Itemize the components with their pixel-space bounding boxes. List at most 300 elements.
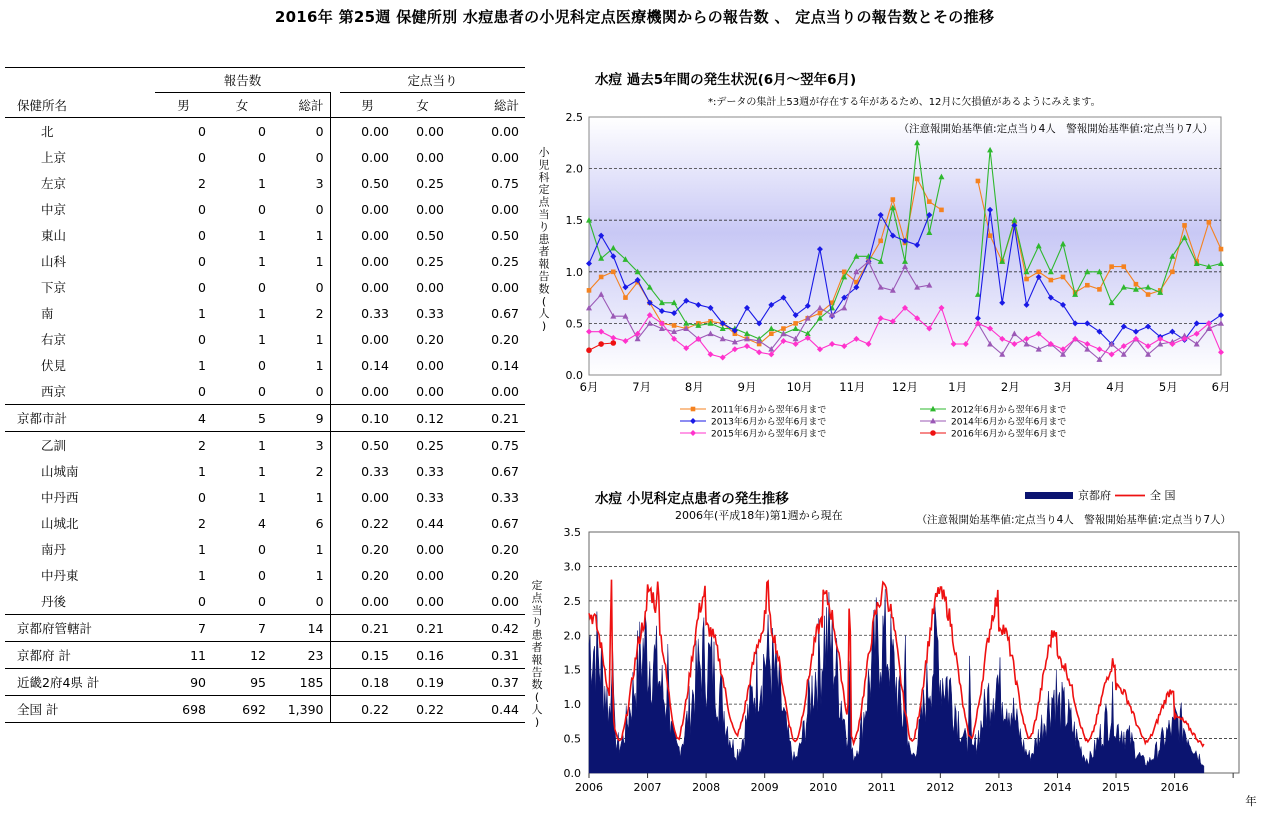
cell-pt: 0.00 (491, 383, 520, 399)
data-point (1134, 282, 1139, 287)
legend-label-kyoto: 京都府 (1078, 489, 1111, 502)
y-tick-label: 2.5 (565, 111, 583, 124)
cell-t: 14 (272, 615, 330, 642)
cell-pt: 0.44 (450, 696, 525, 723)
cell-f: 1 (258, 489, 266, 505)
data-point (1049, 278, 1054, 283)
cell-m: 2 (155, 432, 212, 459)
cell-pf: 0.44 (416, 515, 445, 531)
chart1-title: 水痘 過去5年間の発生状況(6月～翌年6月) (595, 72, 857, 88)
data-point (781, 326, 786, 331)
y-axis-label-char: 当 (531, 603, 543, 617)
cell-pf: 0.00 (416, 541, 445, 557)
table-row (5, 484, 525, 510)
cell-pt: 0.31 (450, 642, 525, 669)
cell-pt: 0.00 (450, 118, 525, 145)
cell-pm: 0.21 (340, 615, 395, 642)
chart2-title: 水痘 小児科定点患者の発生推移 (595, 491, 789, 507)
cell-pt: 0.14 (491, 357, 520, 373)
row-name: 上京 (41, 150, 67, 165)
table-row (5, 536, 525, 562)
y-tick-label: 3.0 (563, 560, 581, 574)
x-tick-label: 9月 (737, 380, 757, 394)
cell-f: 0 (258, 149, 266, 165)
cell-m: 0 (155, 118, 212, 145)
data-point (769, 331, 774, 336)
cell-pf: 0.00 (395, 118, 450, 145)
cell-t: 1 (315, 357, 324, 373)
cell-pf: 0.33 (416, 463, 445, 479)
x-tick-label: 2016 (1160, 781, 1189, 794)
cell-f: 0 (258, 383, 266, 399)
cell-m: 0 (198, 383, 206, 399)
table-row (5, 248, 525, 274)
cell-f: 1 (258, 463, 266, 479)
row-name: 伏見 (41, 358, 67, 373)
data-point (1097, 287, 1102, 292)
page-title: 2016年 第25週 保健所別 水痘患者の小児科定点医療機関からの報告数 、 定点当りの報告数とその推移 (274, 8, 995, 26)
cell-pt: 0.25 (491, 253, 520, 269)
cell-m: 1 (198, 463, 206, 479)
cell-pm: 0.00 (361, 227, 390, 243)
x-tick-label: 3月 (1053, 380, 1073, 394)
data-point (878, 239, 883, 244)
row-name: 山城南 (41, 464, 79, 479)
row-name: 京都府 計 (5, 642, 155, 669)
y-axis-label-char: 当 (538, 208, 550, 221)
cell-f: 5 (212, 405, 272, 432)
x-tick-label: 6月 (1211, 380, 1231, 394)
cell-m: 2 (198, 175, 206, 191)
cell-pm: 0.22 (340, 696, 395, 723)
table-row (5, 562, 525, 588)
data-point (1170, 270, 1175, 275)
cell-f: 1 (258, 175, 266, 191)
cell-t: 0 (315, 593, 324, 609)
row-name: 近畿2府4県 計 (5, 669, 155, 696)
table-row (5, 196, 525, 222)
table-row (5, 405, 525, 432)
cell-pt: 0.21 (450, 405, 525, 432)
row-name: 京都市計 (5, 405, 155, 432)
cell-pt: 0.50 (491, 227, 520, 243)
data-point (976, 179, 981, 184)
x-tick-label: 2015 (1102, 781, 1131, 794)
cell-f: 1 (258, 227, 266, 243)
data-point (586, 347, 592, 353)
y-axis-label-char: 者 (538, 245, 550, 259)
cell-m: 0 (198, 331, 206, 347)
cell-t: 0 (315, 149, 324, 165)
chart1-plot-area (589, 117, 1221, 375)
cell-pm: 0.33 (361, 463, 390, 479)
x-tick-label: 2007 (633, 781, 662, 794)
cell-m: 1 (198, 305, 206, 321)
y-tick-label: 2.5 (563, 594, 581, 608)
y-axis-label-char: 者 (531, 641, 543, 654)
report-table (5, 67, 525, 723)
row-name: 北 (5, 118, 155, 145)
y-axis-label-char: 告 (538, 270, 550, 283)
header-per-female: 女 (416, 98, 429, 113)
cell-pm: 0.00 (361, 489, 390, 505)
data-point (672, 323, 677, 328)
cell-pm: 0.33 (361, 305, 390, 321)
x-tick-label: 2014 (1043, 781, 1072, 794)
cell-pf: 0.16 (395, 642, 450, 669)
data-point (1219, 247, 1224, 252)
cell-m: 0 (198, 489, 206, 505)
cell-pt: 0.67 (491, 463, 520, 479)
legend-label: 2014年6月から翌年6月まで (951, 417, 1067, 428)
cell-t: 0 (272, 118, 330, 145)
cell-t: 1 (315, 331, 324, 347)
chart1-annotation: （注意報開始基準値:定点当り4人 警報開始基準値:定点当り7人） (898, 123, 1213, 135)
data-point (1182, 223, 1187, 228)
cell-pm: 0.50 (361, 175, 390, 191)
x-tick-label: 2006 (575, 781, 603, 794)
cell-f: 0 (258, 201, 266, 217)
cell-pm: 0.00 (361, 593, 390, 609)
cell-pf: 0.25 (395, 432, 450, 459)
y-axis-label-char: 人 (531, 703, 543, 716)
x-tick-label: 1月 (948, 380, 968, 394)
y-axis-label-char: り (538, 220, 550, 234)
header-male: 男 (177, 98, 190, 113)
cell-pm: 0.50 (340, 432, 395, 459)
legend-marker (690, 430, 696, 436)
cell-f: 95 (212, 669, 272, 696)
cell-t: 1 (315, 253, 324, 269)
cell-pt: 0.37 (450, 669, 525, 696)
cell-f: 0 (258, 541, 266, 557)
cell-t: 9 (272, 405, 330, 432)
cell-f: 1 (258, 331, 266, 347)
row-name: 中京 (41, 202, 67, 217)
y-axis-label-char: 患 (531, 628, 543, 642)
cell-pm: 0.00 (361, 201, 390, 217)
row-name: 乙訓 (5, 432, 155, 459)
cell-t: 23 (272, 642, 330, 669)
table-row (5, 510, 525, 536)
cell-m: 0 (198, 201, 206, 217)
y-tick-label: 2.0 (563, 629, 581, 643)
legend-swatch-kyoto (1025, 492, 1073, 499)
x-tick-label: 4月 (1106, 380, 1126, 394)
y-axis-label-char: ( (534, 690, 540, 704)
cell-pf: 0.33 (416, 305, 445, 321)
cell-pm: 0.00 (340, 118, 395, 145)
data-point (1146, 292, 1151, 297)
table-row (5, 669, 525, 696)
cell-t: 185 (272, 669, 330, 696)
cell-pf: 0.22 (395, 696, 450, 723)
x-tick-label: 2011 (867, 781, 896, 794)
data-point (599, 275, 604, 280)
cell-pf: 0.21 (395, 615, 450, 642)
cell-t: 1,390 (272, 696, 330, 723)
y-axis-label-char: 人 (538, 307, 550, 321)
cell-pf: 0.00 (416, 383, 445, 399)
cell-pm: 0.00 (361, 149, 390, 165)
x-tick-label: 2010 (809, 781, 838, 794)
cell-pt: 0.20 (491, 567, 520, 583)
table-row (5, 432, 525, 459)
cell-pf: 0.25 (416, 253, 445, 269)
cell-m: 7 (155, 615, 212, 642)
x-axis-label: 年 (1245, 794, 1257, 808)
data-point (1036, 270, 1041, 275)
data-point (611, 340, 617, 346)
table-row (5, 118, 525, 145)
header-per-site: 定点当り (340, 68, 525, 93)
cell-pf: 0.00 (416, 149, 445, 165)
cell-pt: 0.42 (450, 615, 525, 642)
y-tick-label: 0.5 (565, 317, 583, 331)
x-tick-label: 2013 (984, 781, 1013, 794)
cell-m: 11 (155, 642, 212, 669)
row-name: 西京 (41, 384, 67, 399)
y-axis-label-char: 小 (538, 146, 550, 159)
cell-m: 0 (198, 253, 206, 269)
cell-m: 0 (198, 149, 206, 165)
cell-pf: 0.00 (416, 201, 445, 217)
y-tick-label: 1.5 (565, 214, 583, 228)
five-year-chart (535, 100, 1231, 445)
row-name: 南 (41, 306, 54, 321)
cell-pt: 0.67 (491, 305, 520, 321)
data-point (611, 270, 616, 275)
data-point (587, 288, 592, 293)
cell-t: 1 (315, 541, 324, 557)
cell-pm: 0.14 (361, 357, 390, 373)
cell-pt: 0.33 (491, 489, 520, 505)
cell-pf: 0.00 (416, 357, 445, 373)
cell-pf: 0.00 (416, 593, 445, 609)
cell-f: 0 (212, 118, 272, 145)
table-row (5, 615, 525, 642)
cell-f: 0 (258, 567, 266, 583)
cell-pf: 0.00 (416, 279, 445, 295)
row-name: 京都府管轄計 (5, 615, 155, 642)
cell-pt: 0.20 (491, 541, 520, 557)
cell-pt: 0.00 (491, 201, 520, 217)
legend-label-national: 全 国 (1150, 489, 1176, 502)
chart2-subtitle: 2006年(平成18年)第1週から現在 (675, 509, 843, 522)
cell-m: 1 (198, 357, 206, 373)
table-row (5, 352, 525, 378)
data-point (598, 341, 604, 347)
data-point (1061, 275, 1066, 280)
legend-label: 2012年6月から翌年6月まで (951, 405, 1067, 416)
header-name: 保健所名 (17, 97, 68, 113)
y-axis-label-char: 報 (531, 653, 543, 667)
cell-pf: 0.25 (416, 175, 445, 191)
header-per-male: 男 (361, 98, 374, 113)
cell-f: 4 (258, 515, 266, 531)
y-tick-label: 3.5 (563, 526, 581, 539)
cell-pt: 0.67 (491, 515, 520, 531)
cell-t: 2 (315, 305, 324, 321)
cell-f: 0 (258, 593, 266, 609)
cell-t: 1 (315, 567, 324, 583)
x-tick-label: 8月 (684, 380, 704, 394)
y-tick-label: 2.0 (565, 162, 583, 176)
y-tick-label: 1.0 (565, 265, 583, 279)
y-tick-label: 1.0 (563, 698, 581, 712)
table-row (5, 588, 525, 615)
x-tick-label: 5月 (1158, 380, 1178, 394)
cell-t: 3 (315, 175, 324, 191)
cell-t: 0 (315, 279, 324, 295)
cell-m: 1 (198, 541, 206, 557)
cell-pm: 0.20 (361, 567, 390, 583)
row-name: 南丹 (41, 542, 67, 557)
cell-pt: 0.00 (491, 149, 520, 165)
x-tick-label: 2012 (926, 781, 955, 794)
y-axis-label-char: ) (534, 715, 540, 729)
y-tick-label: 1.5 (563, 663, 581, 677)
cell-pf: 0.50 (416, 227, 445, 243)
x-tick-label: 2008 (692, 781, 721, 794)
cell-pm: 0.10 (340, 405, 395, 432)
cell-m: 0 (198, 279, 206, 295)
row-name: 右京 (41, 332, 67, 347)
y-axis-label-char: 点 (538, 195, 550, 209)
cell-f: 0 (258, 357, 266, 373)
cell-t: 6 (315, 515, 324, 531)
y-axis-label-char: ) (541, 319, 547, 333)
legend-marker (691, 407, 696, 412)
y-axis-label-char: り (531, 616, 543, 630)
cell-f: 12 (212, 642, 272, 669)
cell-t: 2 (315, 463, 324, 479)
row-name: 中丹西 (41, 490, 79, 505)
table-row (5, 458, 525, 484)
cell-t: 0 (315, 201, 324, 217)
cell-pf: 0.20 (416, 331, 445, 347)
cell-m: 90 (155, 669, 212, 696)
x-tick-label: 12月 (891, 380, 919, 394)
header-per-total: 総計 (494, 98, 520, 113)
data-point (1207, 220, 1212, 225)
y-axis-label-char: 点 (531, 591, 543, 605)
data-point (1121, 264, 1126, 269)
y-tick-label: 0.0 (565, 369, 583, 382)
data-point (818, 311, 823, 316)
row-name: 中丹東 (41, 568, 79, 583)
legend-label: 2011年6月から翌年6月まで (711, 405, 827, 416)
y-axis-label-char: 数 (531, 678, 543, 692)
table-row (5, 222, 525, 248)
cell-pt: 0.20 (491, 331, 520, 347)
table-row (5, 144, 525, 170)
row-name: 全国 計 (5, 696, 155, 723)
chart2-annotation: （注意報開始基準値:定点当り4人 警報開始基準値:定点当り7人） (916, 514, 1231, 526)
cell-f: 692 (212, 696, 272, 723)
table-row (5, 274, 525, 300)
y-axis-label-char: 報 (538, 257, 550, 271)
x-tick-label: 2009 (750, 781, 779, 794)
row-name: 下京 (41, 280, 67, 295)
data-point (939, 208, 944, 213)
row-name: 丹後 (41, 594, 67, 609)
cell-t: 0 (315, 383, 324, 399)
legend-label: 2015年6月から翌年6月まで (711, 429, 827, 440)
trend-chart (525, 485, 1265, 815)
y-axis-label-char: 数 (538, 282, 550, 296)
cell-pm: 0.00 (361, 331, 390, 347)
cell-pm: 0.00 (361, 383, 390, 399)
header-reports: 報告数 (155, 68, 330, 93)
y-axis-label-char: 定 (531, 579, 543, 592)
data-point (1109, 264, 1114, 269)
row-name: 山城北 (41, 516, 79, 531)
y-axis-label-char: 患 (538, 232, 550, 246)
y-axis-label-char: 定 (538, 183, 550, 197)
table-row (5, 170, 525, 196)
cell-m: 0 (198, 227, 206, 243)
y-axis-label-char: 科 (538, 170, 550, 184)
row-name: 山科 (41, 254, 67, 269)
legend-marker (690, 418, 696, 424)
legend-marker (930, 430, 936, 436)
cell-pm: 0.00 (361, 279, 390, 295)
table-row (5, 378, 525, 405)
cell-t: 3 (272, 432, 330, 459)
cell-f: 1 (258, 253, 266, 269)
cell-m: 1 (198, 567, 206, 583)
y-tick-label: 0.0 (563, 767, 581, 780)
cell-pm: 0.20 (361, 541, 390, 557)
cell-t: 1 (315, 489, 324, 505)
cell-m: 4 (155, 405, 212, 432)
y-axis-label-char: 児 (538, 158, 550, 172)
data-point (623, 295, 628, 300)
data-point (891, 197, 896, 202)
header-total: 総計 (298, 98, 324, 113)
cell-pm: 0.15 (340, 642, 395, 669)
y-tick-label: 0.5 (563, 732, 581, 746)
data-point (1085, 283, 1090, 288)
cell-pf: 0.00 (416, 567, 445, 583)
cell-pf: 0.19 (395, 669, 450, 696)
cell-pt: 0.75 (491, 175, 520, 191)
cell-pm: 0.18 (340, 669, 395, 696)
legend-label: 2013年6月から翌年6月まで (711, 417, 827, 428)
cell-f: 0 (258, 279, 266, 295)
cell-m: 2 (198, 515, 206, 531)
cell-pf: 0.33 (416, 489, 445, 505)
x-tick-label: 2月 (1000, 380, 1020, 394)
data-point (915, 177, 920, 182)
cell-pt: 0.75 (450, 432, 525, 459)
table-row (5, 300, 525, 326)
table-row (5, 642, 525, 669)
cell-pm: 0.22 (361, 515, 390, 531)
cell-pt: 0.00 (491, 593, 520, 609)
row-name: 左京 (41, 176, 67, 191)
x-tick-label: 6月 (579, 380, 599, 394)
x-tick-label: 7月 (632, 380, 652, 394)
cell-f: 7 (212, 615, 272, 642)
data-point (927, 199, 932, 204)
data-point (1024, 277, 1029, 282)
y-axis-label-char: 告 (531, 665, 543, 679)
cell-t: 1 (315, 227, 324, 243)
y-axis-label-char: ( (541, 294, 547, 308)
data-point (793, 321, 798, 326)
